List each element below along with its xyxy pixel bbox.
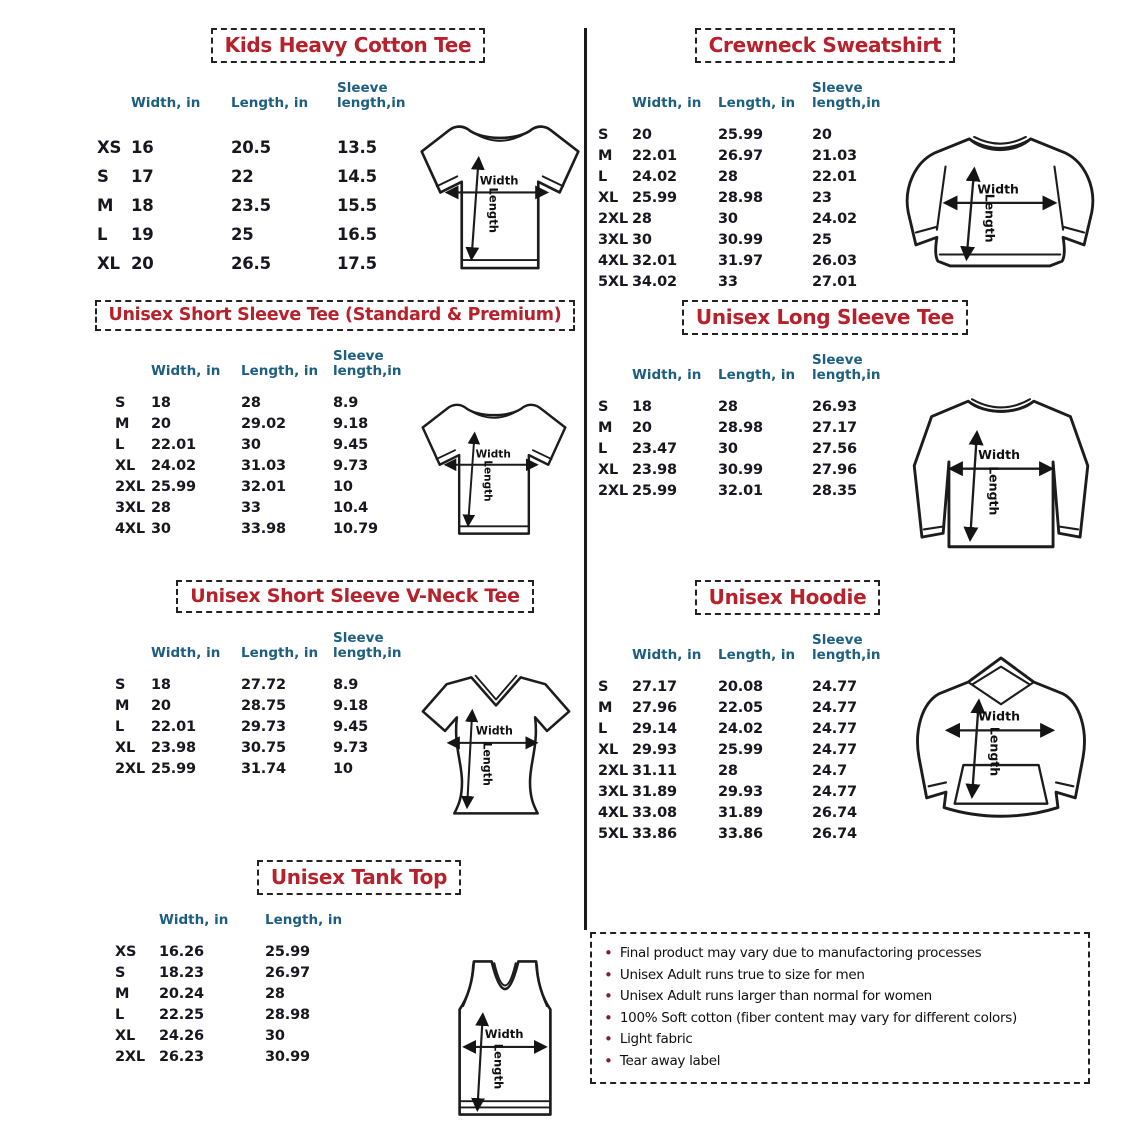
measurement-value: 30 (241, 437, 261, 453)
measurement-value: 25.99 (718, 127, 763, 143)
width-arrow-label: Width (978, 708, 1021, 724)
measurement-value: 22.25 (159, 1007, 204, 1023)
measurement-value: 18 (151, 395, 171, 411)
bullet-icon: • (604, 1051, 613, 1070)
measurement-value: 24.77 (812, 784, 857, 800)
measurement-value: 20 (151, 416, 171, 432)
section-title: Unisex Long Sleeve Tee (682, 300, 968, 335)
width-arrow-label: Width (475, 448, 511, 461)
section-title: Unisex Short Sleeve Tee (Standard & Premium) (95, 300, 576, 331)
table-corner (97, 111, 131, 133)
measurement-value: 30 (718, 441, 738, 457)
measurement-value: 24.02 (718, 721, 763, 737)
size-label: L (115, 1007, 125, 1023)
measurement-value: 25.99 (632, 483, 677, 499)
section-crewneck-sweatshirt (595, 28, 1110, 293)
measurement-value: 28 (151, 500, 171, 516)
measurement-value: 27.17 (812, 420, 857, 436)
section-title: Crewneck Sweatshirt (695, 28, 956, 63)
size-label: M (598, 700, 613, 716)
measurement-value: 33.86 (632, 826, 677, 842)
measurement-value: 28.98 (718, 190, 763, 206)
measurement-value: 32.01 (632, 253, 677, 269)
measurement-value: 22.05 (718, 700, 763, 716)
measurement-value: 31.74 (241, 761, 286, 777)
width-arrow-label: Width (978, 447, 1021, 463)
hoodie-diagram (890, 643, 1112, 837)
measurement-value: 29.93 (632, 742, 677, 758)
tank-top-diagram (429, 949, 581, 1127)
bullet-icon: • (604, 965, 613, 984)
note-item (604, 1051, 1076, 1073)
measurement-value: 24.02 (151, 458, 196, 474)
measurement-value: 28 (718, 169, 738, 185)
measurement-value: 20 (131, 254, 154, 273)
measurement-value: 23.47 (632, 441, 677, 457)
notes-box (590, 932, 1090, 1084)
measurement-value: 8.9 (333, 677, 359, 693)
section-title: Unisex Hoodie (695, 580, 881, 615)
column-header: Sleeve length,in (812, 632, 881, 663)
size-label: XL (115, 740, 136, 756)
measurement-value: 30.99 (265, 1049, 310, 1065)
measurement-value: 30.99 (718, 462, 763, 478)
measurement-value: 29.93 (718, 784, 763, 800)
measurement-value: 28 (718, 763, 738, 779)
column-header: Sleeve length,in (333, 630, 402, 661)
measurement-value: 18 (131, 196, 154, 215)
size-label: 4XL (598, 253, 628, 269)
measurement-value: 16 (131, 138, 154, 157)
v-neck-tee-diagram (411, 657, 581, 827)
measurement-value: 27.17 (632, 679, 677, 695)
measurement-value: 32.01 (241, 479, 286, 495)
size-label: L (115, 719, 125, 735)
measurement-value: 22.01 (151, 437, 196, 453)
length-arrow-label: Length (982, 193, 998, 243)
size-label: 2XL (115, 1049, 145, 1065)
size-label: M (97, 196, 114, 215)
measurement-value: 31.11 (632, 763, 677, 779)
measurement-value: 25 (812, 232, 832, 248)
measurement-value: 13.5 (337, 138, 377, 157)
measurement-value: 22.01 (151, 719, 196, 735)
column-header: Sleeve length,in (812, 80, 881, 111)
measurement-value: 23.98 (151, 740, 196, 756)
measurement-value: 18.23 (159, 965, 204, 981)
measurement-value: 33.08 (632, 805, 677, 821)
table-corner (598, 663, 632, 677)
note-text: Light fabric (619, 1031, 693, 1047)
measurement-value: 9.73 (333, 458, 368, 474)
size-label: XS (115, 944, 137, 960)
length-arrow-label: Length (481, 460, 494, 502)
measurement-value: 28 (718, 399, 738, 415)
size-label: XL (598, 742, 619, 758)
note-text: Tear away label (619, 1052, 721, 1069)
section-title: Unisex Short Sleeve V-Neck Tee (176, 580, 533, 613)
size-label: 2XL (598, 211, 628, 227)
size-table (595, 353, 890, 502)
note-item (604, 1029, 1076, 1051)
measurement-value: 25.99 (718, 742, 763, 758)
size-label: 2XL (598, 483, 628, 499)
measurement-value: 10 (333, 479, 353, 495)
size-table (595, 81, 890, 293)
size-label: M (115, 698, 130, 714)
section-unisex-vneck-tee (85, 580, 585, 827)
measurement-value: 31.89 (632, 784, 677, 800)
section-unisex-hoodie (595, 580, 1110, 845)
size-table (85, 349, 407, 540)
measurement-value: 14.5 (337, 167, 377, 186)
measurement-value: 26.97 (265, 965, 310, 981)
length-arrow-label: Length (987, 726, 1003, 777)
measurement-value: 22.01 (632, 148, 677, 164)
measurement-value: 10 (333, 761, 353, 777)
size-label: S (598, 399, 609, 415)
table-corner (598, 383, 632, 397)
column-header: Length, in (718, 95, 796, 111)
measurement-value: 33.98 (241, 521, 286, 537)
measurement-value: 31.89 (718, 805, 763, 821)
measurement-value: 20 (632, 127, 652, 143)
column-header: Sleeve length,in (337, 80, 406, 111)
size-label: 5XL (598, 274, 628, 290)
size-label: 3XL (115, 500, 145, 516)
note-item (604, 965, 1076, 987)
measurement-value: 24.02 (632, 169, 677, 185)
size-label: 2XL (598, 763, 628, 779)
section-title: Unisex Tank Top (257, 860, 461, 895)
measurement-value: 19 (131, 225, 154, 244)
length-arrow-label: Length (491, 1043, 506, 1090)
measurement-value: 25 (231, 225, 254, 244)
size-label: XL (115, 458, 136, 474)
measurement-value: 26.97 (718, 148, 763, 164)
size-label: M (115, 986, 130, 1002)
measurement-value: 30 (718, 211, 738, 227)
measurement-value: 30.75 (241, 740, 286, 756)
table-corner (115, 928, 159, 942)
measurement-value: 25.99 (151, 761, 196, 777)
measurement-value: 8.9 (333, 395, 359, 411)
measurement-value: 26.5 (231, 254, 271, 273)
measurement-value: 18 (151, 677, 171, 693)
measurement-value: 27.72 (241, 677, 286, 693)
column-header: Length, in (718, 647, 796, 663)
measurement-value: 30 (265, 1028, 285, 1044)
measurement-value: 23.98 (632, 462, 677, 478)
size-table (85, 81, 409, 278)
size-label: S (598, 127, 609, 143)
column-header: Length, in (265, 912, 343, 928)
note-text: 100% Soft cotton (fiber content may vary for different colors) (619, 1009, 1017, 1026)
table-corner (598, 111, 632, 125)
column-header: Width, in (159, 912, 229, 928)
measurement-value: 27.01 (812, 274, 857, 290)
measurement-value: 28 (632, 211, 652, 227)
note-item (604, 943, 1076, 965)
width-arrow-label: Width (484, 1027, 524, 1041)
size-label: S (97, 167, 109, 186)
measurement-value: 9.18 (333, 416, 368, 432)
size-label: XS (97, 138, 122, 157)
size-label: XL (598, 190, 619, 206)
measurement-value: 26.03 (812, 253, 857, 269)
measurement-value: 32.01 (718, 483, 763, 499)
measurement-value: 15.5 (337, 196, 377, 215)
note-text: Final product may vary due to manufactoring processes (619, 945, 982, 961)
size-label: M (598, 148, 613, 164)
measurement-value: 27.96 (632, 700, 677, 716)
measurement-value: 29.73 (241, 719, 286, 735)
measurement-value: 25.99 (265, 944, 310, 960)
measurement-value: 26.74 (812, 826, 857, 842)
measurement-value: 16.5 (337, 225, 377, 244)
section-unisex-tank-top (85, 860, 585, 1127)
measurement-value: 30 (632, 232, 652, 248)
size-label: S (598, 679, 609, 695)
bullet-icon: • (604, 944, 613, 962)
column-header: Length, in (231, 95, 309, 111)
measurement-value: 26.93 (812, 399, 857, 415)
measurement-value: 31.03 (241, 458, 286, 474)
size-label: 2XL (115, 479, 145, 495)
size-label: 4XL (115, 521, 145, 537)
section-unisex-long-sleeve-tee (595, 300, 1110, 567)
measurement-value: 22 (231, 167, 254, 186)
measurement-value: 24.77 (812, 700, 857, 716)
measurement-value: 20 (151, 698, 171, 714)
tee-diagram (413, 387, 575, 549)
size-label: XL (115, 1028, 136, 1044)
measurement-value: 28.98 (718, 420, 763, 436)
measurement-value: 27.56 (812, 441, 857, 457)
measurement-value: 28 (241, 395, 261, 411)
measurement-value: 20.24 (159, 986, 204, 1002)
size-label: 5XL (598, 826, 628, 842)
measurement-value: 21.03 (812, 148, 857, 164)
measurement-value: 17 (131, 167, 154, 186)
section-title: Kids Heavy Cotton Tee (211, 28, 486, 63)
note-text: Unisex Adult runs larger than normal for women (619, 988, 932, 1004)
length-arrow-label: Length (480, 742, 494, 786)
measurement-value: 28 (265, 986, 285, 1002)
measurement-value: 28.98 (265, 1007, 310, 1023)
size-label: 2XL (115, 761, 145, 777)
bullet-icon: • (604, 1008, 613, 1027)
measurement-value: 9.18 (333, 698, 368, 714)
measurement-value: 23 (812, 190, 832, 206)
measurement-value: 28.75 (241, 698, 286, 714)
size-label: M (598, 420, 613, 436)
measurement-value: 10.4 (333, 500, 368, 516)
measurement-value: 22.01 (812, 169, 857, 185)
measurement-value: 23.5 (231, 196, 271, 215)
note-item (604, 1008, 1076, 1030)
size-label: 4XL (598, 805, 628, 821)
measurement-value: 20 (632, 420, 652, 436)
size-label: XL (97, 254, 120, 273)
size-label: XL (598, 462, 619, 478)
length-arrow-label: Length (486, 187, 501, 233)
measurement-value: 17.5 (337, 254, 377, 273)
measurement-value: 9.73 (333, 740, 368, 756)
measurement-value: 29.14 (632, 721, 677, 737)
size-label: S (115, 965, 126, 981)
measurement-value: 25.99 (151, 479, 196, 495)
width-arrow-label: Width (977, 181, 1019, 197)
long-sleeve-tee-diagram (890, 379, 1112, 567)
column-header: Width, in (151, 363, 221, 379)
size-table (85, 631, 407, 780)
table-corner (115, 379, 151, 393)
measurement-value: 20 (812, 127, 832, 143)
note-text: Unisex Adult runs true to size for men (619, 966, 865, 983)
section-kids-heavy-cotton-tee (85, 28, 585, 285)
measurement-value: 33 (241, 500, 261, 516)
size-table (85, 913, 365, 1068)
measurement-value: 30.99 (718, 232, 763, 248)
column-header: Width, in (632, 367, 702, 383)
size-label: S (115, 395, 126, 411)
size-label: L (598, 169, 608, 185)
size-label: S (115, 677, 126, 693)
measurement-value: 27.96 (812, 462, 857, 478)
measurement-value: 26.74 (812, 805, 857, 821)
column-header: Length, in (241, 363, 319, 379)
column-header: Width, in (632, 647, 702, 663)
measurement-value: 18 (632, 399, 652, 415)
measurement-value: 20.08 (718, 679, 763, 695)
sweatshirt-diagram (890, 115, 1110, 287)
table-corner (115, 661, 151, 675)
size-label: L (97, 225, 108, 244)
measurement-value: 9.45 (333, 719, 368, 735)
size-label: M (115, 416, 130, 432)
measurement-value: 34.02 (632, 274, 677, 290)
measurement-value: 10.79 (333, 521, 378, 537)
tee-diagram (411, 107, 589, 285)
note-item (604, 986, 1076, 1008)
measurement-value: 31.97 (718, 253, 763, 269)
measurement-value: 24.26 (159, 1028, 204, 1044)
width-arrow-label: Width (479, 173, 519, 188)
measurement-value: 24.77 (812, 679, 857, 695)
measurement-value: 24.7 (812, 763, 847, 779)
column-header: Width, in (632, 95, 702, 111)
bullet-icon: • (604, 1030, 613, 1048)
measurement-value: 29.02 (241, 416, 286, 432)
measurement-value: 26.23 (159, 1049, 204, 1065)
size-label: L (598, 441, 608, 457)
measurement-value: 33.86 (718, 826, 763, 842)
measurement-value: 24.77 (812, 721, 857, 737)
measurement-value: 33 (718, 274, 738, 290)
measurement-value: 24.77 (812, 742, 857, 758)
column-header: Width, in (131, 95, 201, 111)
column-header: Length, in (718, 367, 796, 383)
measurement-value: 16.26 (159, 944, 204, 960)
column-header: Width, in (151, 645, 221, 661)
measurement-value: 9.45 (333, 437, 368, 453)
bullet-icon: • (604, 987, 613, 1005)
measurement-value: 30 (151, 521, 171, 537)
width-arrow-label: Width (475, 724, 513, 738)
size-label: 3XL (598, 232, 628, 248)
size-table (595, 633, 890, 845)
measurement-value: 28.35 (812, 483, 857, 499)
column-header: Sleeve length,in (333, 348, 402, 379)
size-label: L (115, 437, 125, 453)
size-label: L (598, 721, 608, 737)
section-unisex-short-sleeve-tee (85, 300, 585, 549)
length-arrow-label: Length (986, 466, 1002, 516)
column-header: Sleeve length,in (812, 352, 881, 383)
size-label: 3XL (598, 784, 628, 800)
measurement-value: 20.5 (231, 138, 271, 157)
column-header: Length, in (241, 645, 319, 661)
measurement-value: 25.99 (632, 190, 677, 206)
measurement-value: 24.02 (812, 211, 857, 227)
